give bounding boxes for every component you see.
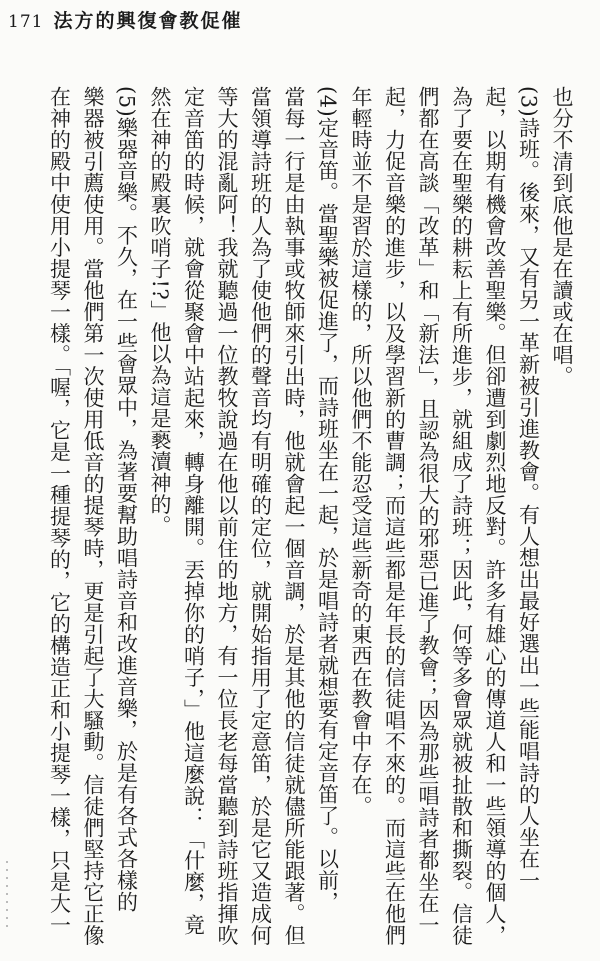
scan-gutter-dots bbox=[6, 861, 8, 931]
running-title: 法方的興復會教促催 bbox=[53, 10, 243, 32]
page-number: 171 bbox=[8, 12, 44, 32]
text-column: 然在神的殿裏吹哨子!?」他以為這是褻瀆神的。 bbox=[148, 86, 172, 537]
text-column: (3)詩班。後來，又有另一革新被引進教會。有人想出最好選出一些能唱詩的人坐在一 bbox=[516, 86, 541, 892]
text-column: 為了要在聖樂的耕耘上有所進步，就組成了詩班；因此，何等多會眾就被扯散和撕裂。信徒 bbox=[449, 86, 474, 946]
page-header bbox=[8, 6, 242, 33]
text-column: 在神的殿中使用小提琴一樣。「喔，它是一種提琴的，它的構造正和小提琴一樣，只是大一 bbox=[47, 86, 72, 936]
text-column: (5)樂器音樂。不久，在一些會眾中，為著要幫助唱詩音和改進音樂，於是有各式各樣的 bbox=[114, 86, 139, 913]
text-column: 起，以期有機會改善聖樂。但卻遭到劇烈地反對。許多有雄心的傳道人和一些領導的個人， bbox=[483, 86, 507, 946]
text-column: 當每一行是由執事或牧師來引出時，他就會起一個音調，於是其他的信徒就儘所能跟著。但 bbox=[282, 86, 306, 946]
text-column: 也分不清到底他是在讀或在唱。 bbox=[550, 86, 574, 387]
text-column: 當領導詩班的人為了使他們的聲音均有明確的定位，就開始指用了定意笛，於是它又造成何 bbox=[248, 86, 273, 946]
text-column: 等大的混亂阿！我就聽過一位教牧說過在他以前住的地方，有一位長老每當聽到詩班指揮吹 bbox=[215, 86, 239, 946]
text-column: 樂器被引薦使用。當他們第一次使用低音的提琴時，更是引起了大騷動。信徒們堅持它正像 bbox=[81, 86, 105, 946]
text-column: (4)定音笛。當聖樂被促進了，而詩班坐在一起，於是唱詩者就想要有定音笛了。以前， bbox=[315, 86, 340, 913]
text-column: 年輕時並不是習於這樣的，所以他們不能忍受這些新奇的東西在教會中存在。 bbox=[349, 86, 373, 817]
text-column: 定音笛的時候，就會從聚會中站起來，轉身離開。丟掉你的哨子，」他這麼說：「什麼，竟 bbox=[181, 86, 206, 936]
text-column: 起，力促音樂的進步，以及學習新的曹調；而這些都是年長的信徒唱不來的。而這些在他們 bbox=[382, 86, 407, 946]
body-text bbox=[8, 86, 578, 948]
text-column: 們都在高談「改革」和「新法」，且認為很大的邪惡已進了教會；因為那些唱詩者都坐在一 bbox=[416, 86, 440, 936]
